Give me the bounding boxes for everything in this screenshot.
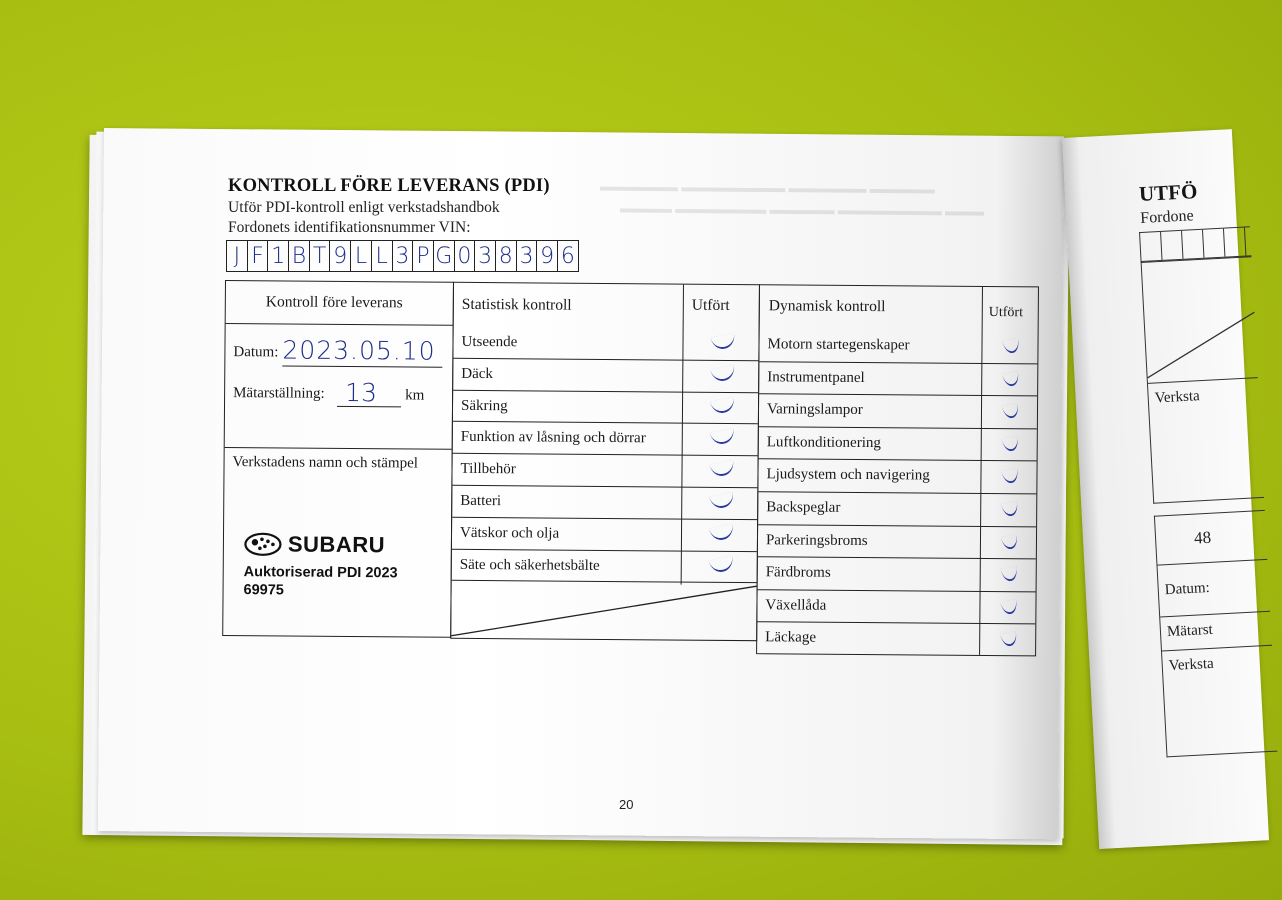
col1-header: Kontroll före leverans	[265, 293, 403, 312]
right-page-table	[1141, 256, 1265, 503]
dynamic-check-label: Växellåda	[765, 597, 827, 614]
vin-char-box: 8	[496, 241, 517, 271]
vin-char-box: L	[372, 241, 393, 271]
right-page-diagonal	[1142, 257, 1258, 383]
dynamic-check-row	[757, 623, 1035, 658]
static-check-label: Säte och säkerhetsbälte	[459, 556, 600, 574]
page-number: 20	[619, 797, 634, 812]
checkmark-icon	[1001, 501, 1019, 518]
static-check-row	[453, 327, 758, 361]
vin-char-box: B	[289, 241, 310, 271]
static-check-row	[452, 454, 757, 488]
dynamic-check-label: Luftkonditionering	[766, 434, 881, 451]
form-instruction: Utför PDI-kontroll enligt verkstadshandbok	[228, 199, 500, 216]
vin-char-box: 9	[537, 241, 558, 271]
vin-char-box: G	[434, 241, 455, 271]
matar-label: Mätarställning:	[233, 385, 325, 402]
checkmark-icon	[709, 492, 735, 511]
col4-header: Dynamisk kontroll	[768, 297, 886, 316]
vin-char-box: 0	[455, 241, 476, 271]
right-page-number: 48	[1193, 527, 1212, 548]
dynamic-check-row	[759, 362, 1037, 397]
vin-char-box: 9	[330, 241, 351, 271]
checkmark-icon	[710, 333, 736, 352]
subaru-stamp-logo	[244, 531, 385, 558]
stamp-line-2: 69975	[243, 582, 284, 599]
stamp-line-1: Auktoriserad PDI 2023	[243, 564, 398, 582]
dynamic-check-row	[758, 460, 1036, 495]
static-check-row	[453, 359, 758, 393]
pdi-table	[222, 280, 1041, 658]
static-check-label: Batteri	[460, 492, 502, 510]
static-check-label: Utseende	[461, 333, 518, 351]
static-check-row	[452, 486, 757, 520]
right-page-verkstad2-label: Verksta	[1168, 655, 1215, 675]
column-kontroll	[222, 280, 454, 638]
right-page	[1062, 129, 1269, 849]
column-statistisk	[450, 282, 760, 641]
datum-value: 2023.05.10	[282, 335, 436, 366]
col2-header: Statistisk kontroll	[461, 295, 572, 314]
dynamic-check-label: Motorn startegenskaper	[767, 336, 910, 354]
vin-char-box: 1	[268, 241, 289, 271]
dynamic-check-label: Ljudsystem och navigering	[766, 466, 930, 484]
right-page-title: UTFÖ	[1138, 179, 1198, 207]
checkmark-icon	[710, 428, 736, 447]
column-dynamisk	[756, 284, 1039, 656]
right-page-subtitle: Fordone	[1139, 207, 1195, 227]
vin-char-box: J	[227, 241, 248, 271]
dynamic-check-label: Varningslampor	[766, 401, 863, 419]
right-page-datum-label: Datum:	[1164, 579, 1211, 599]
matar-unit: km	[405, 387, 425, 404]
checkmark-icon	[1001, 468, 1019, 485]
subaru-stars-icon	[244, 532, 282, 556]
dynamic-check-row	[758, 557, 1036, 592]
static-check-label: Vätskor och olja	[459, 524, 560, 542]
dynamic-check-row	[757, 590, 1035, 625]
vin-char-box: L	[351, 241, 372, 271]
checkmark-icon	[1000, 566, 1018, 583]
dynamic-check-label: Färdbroms	[765, 564, 831, 581]
datum-label: Datum:	[233, 344, 279, 361]
static-check-row	[452, 549, 757, 583]
col5-header: Utfört	[988, 304, 1024, 321]
vin-char-box: T	[310, 241, 331, 271]
dynamic-check-row	[759, 427, 1037, 462]
dynamic-check-row	[759, 329, 1037, 364]
bleed-through-text: ▬▬▬▬ ▬▬▬▬▬▬▬ ▬▬▬▬▬ ▬▬▬▬▬▬▬▬ ▬▬▬	[619, 200, 985, 219]
empty-cell-diagonal	[451, 582, 756, 640]
verkstad-label: Verkstadens namn och stämpel	[232, 454, 419, 472]
dynamic-check-label: Backspeglar	[766, 499, 841, 516]
vin-boxes	[226, 240, 579, 272]
checkmark-icon	[710, 396, 736, 415]
static-check-label: Funktion av låsning och dörrar	[460, 429, 646, 447]
vin-char-box: 3	[517, 241, 538, 271]
checkmark-icon	[1002, 370, 1020, 387]
checkmark-icon	[709, 523, 735, 542]
dynamic-check-row	[758, 492, 1036, 527]
matar-value: 13	[345, 377, 378, 408]
checkmark-icon	[709, 555, 735, 574]
bleed-through-text: ▬▬▬▬▬▬ ▬▬▬▬▬▬▬▬ ▬▬▬▬▬▬ ▬▬▬▬▬	[599, 178, 935, 197]
right-page-matar-label: Mätarst	[1166, 621, 1214, 641]
checkmark-icon	[710, 364, 736, 383]
static-check-label: Tillbehör	[460, 461, 516, 478]
checkmark-icon	[1002, 338, 1020, 355]
col3-header: Utfört	[691, 296, 730, 314]
static-check-row	[453, 390, 758, 424]
dynamic-check-row	[758, 525, 1036, 560]
dynamic-check-label: Instrumentpanel	[767, 368, 865, 386]
vin-char-box: 3	[393, 241, 414, 271]
checkmark-icon	[1002, 403, 1020, 420]
stamp-brand: SUBARU	[287, 531, 386, 558]
vin-char-box: 6	[558, 241, 579, 271]
right-page-verkstad-label: Verksta	[1154, 388, 1201, 407]
right-page-table-2	[1154, 510, 1278, 757]
vin-char-box: F	[248, 241, 269, 271]
checkmark-icon	[1001, 436, 1019, 453]
form-heading: KONTROLL FÖRE LEVERANS (PDI)	[228, 176, 550, 196]
checkmark-icon	[1000, 631, 1018, 648]
vin-char-box: 3	[475, 241, 496, 271]
dynamic-check-label: Läckage	[765, 629, 817, 647]
checkmark-icon	[709, 460, 735, 479]
checkmark-icon	[1001, 533, 1019, 550]
vin-label: Fordonets identifikationsnummer VIN:	[228, 219, 471, 236]
static-check-row	[452, 518, 757, 552]
dynamic-check-label: Parkeringsbroms	[765, 531, 868, 549]
checkmark-icon	[1000, 599, 1018, 616]
static-check-label: Däck	[461, 365, 493, 382]
static-check-label: Säkring	[460, 397, 508, 414]
vin-char-box: P	[413, 241, 434, 271]
dynamic-check-row	[759, 394, 1037, 429]
static-check-row	[453, 422, 758, 456]
